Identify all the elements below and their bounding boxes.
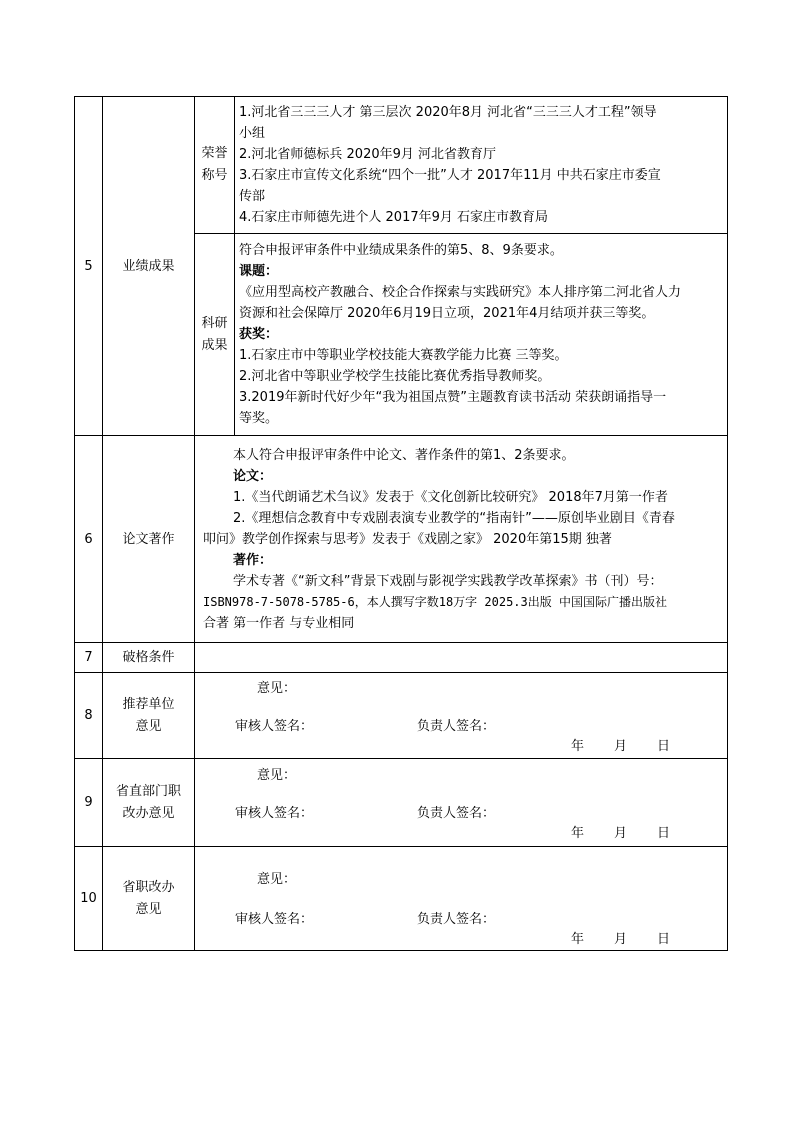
honor-line: 小组: [239, 126, 266, 141]
row-category: 论文著作: [103, 436, 195, 643]
day-label: 日: [657, 825, 671, 841]
row-10-province: [75, 847, 728, 951]
paper-line: 叩问》教学创作探索与思考》发表于《戏剧之家》 2020年第15期 独著: [203, 531, 612, 547]
book-line: 学术专著《“新文科”背景下戏剧与影视学实践教学改革探索》书（刊）号：: [233, 573, 663, 589]
honor-line: 1.河北省三三三人才 第三层次 2020年8月 河北省“三三三人才工程”领导: [239, 105, 657, 120]
date-field: [571, 929, 670, 950]
award-line: 1.石家庄市中等职业学校技能大赛教学能力比赛 三等奖。: [239, 348, 568, 363]
date-field: [571, 823, 670, 844]
row-number: 8: [75, 673, 103, 759]
month-label: 月: [614, 931, 628, 947]
responsible-signature-label: 负责人签名：: [417, 805, 496, 821]
opinion-label: 意见：: [257, 871, 297, 887]
year-label: 年: [571, 738, 585, 754]
honor-line: 4.石家庄市师德先进个人 2017年9月 石家庄市教育局: [239, 210, 549, 225]
award-line: 3.2019年新时代好少年“我为祖国点赞”主题教育读书活动 荣获朗诵指导一: [239, 390, 667, 405]
row-category: 省直部门职改办意见: [115, 783, 181, 821]
row-category-cell: [103, 847, 195, 951]
row-category: 省职改办意见: [122, 879, 175, 917]
paper-line: 2.《理想信念教育中专戏剧表演专业教学的“指南针”——原创毕业剧目《青春: [233, 510, 675, 526]
honor-line: 传部: [239, 189, 266, 204]
reviewer-signature-label: 审核人签名：: [235, 805, 314, 821]
date-field: [571, 736, 670, 757]
book-heading: 著作：: [233, 552, 273, 568]
row-9-department: [75, 759, 728, 847]
paper-line: 1.《当代朗诵艺术刍议》发表于《文化创新比较研究》 2018年7月第一作者: [233, 489, 668, 505]
award-line: 2.河北省中等职业学校学生技能比赛优秀指导教师奖。: [239, 369, 551, 384]
papers-content: [195, 436, 728, 643]
book-line: 合著 第一作者 与专业相同: [203, 615, 355, 631]
research-intro: 符合申报评审条件中业绩成果条件的第5、8、9条要求。: [239, 243, 563, 258]
row-category: 破格条件: [103, 643, 195, 673]
month-label: 月: [614, 738, 628, 754]
honor-line: 3.石家庄市宣传文化系统“四个一批”人才 2017年11月 中共石家庄市委宣: [239, 168, 661, 183]
row-6-papers: [75, 436, 728, 643]
topic-line: 《应用型高校产教融合、校企合作探索与实践研究》本人排序第二河北省人力: [239, 285, 682, 300]
row-5-honor: [75, 97, 728, 234]
topic-line: 资源和社会保障厅 2020年6月19日立项，2021年4月结项并获三等奖。: [239, 306, 655, 321]
honor-line: 2.河北省师德标兵 2020年9月 河北省教育厅: [239, 147, 497, 162]
year-label: 年: [571, 931, 585, 947]
signature-block: [195, 761, 727, 845]
province-opinion-cell[interactable]: [195, 847, 728, 951]
row-number: 9: [75, 759, 103, 847]
research-content: [235, 234, 728, 436]
paper-heading: 论文：: [233, 468, 273, 484]
row-category-cell: [103, 673, 195, 759]
application-form-table: [74, 96, 728, 951]
row-number: 7: [75, 643, 103, 673]
day-label: 日: [657, 931, 671, 947]
opinion-label: 意见：: [257, 680, 297, 696]
papers-intro: 本人符合申报评审条件中论文、著作条件的第1、2条要求。: [233, 447, 575, 463]
department-opinion-cell[interactable]: [195, 759, 728, 847]
reviewer-signature-label: 审核人签名：: [235, 911, 314, 927]
honor-content: [235, 97, 728, 234]
opinion-label: 意见：: [257, 767, 297, 783]
recommend-opinion-cell[interactable]: [195, 673, 728, 759]
responsible-signature-label: 负责人签名：: [417, 718, 496, 734]
award-line: 等奖。: [239, 411, 279, 426]
row-category-cell: [103, 759, 195, 847]
responsible-signature-label: 负责人签名：: [417, 911, 496, 927]
book-line: ISBN978-7-5078-5785-6，本人撰写字数18万字 2025.3出版 中国国际广播出版社: [203, 594, 667, 609]
research-label: 科研成果: [201, 315, 228, 353]
signature-block: [195, 674, 727, 758]
topic-heading: 课题：: [239, 264, 279, 279]
row-number: 10: [75, 847, 103, 951]
row-category: 推荐单位意见: [122, 696, 175, 734]
day-label: 日: [657, 738, 671, 754]
month-label: 月: [614, 825, 628, 841]
reviewer-signature-label: 审核人签名：: [235, 718, 314, 734]
award-heading: 获奖：: [239, 327, 279, 342]
honor-label: 荣誉称号: [201, 146, 228, 183]
sub-category-honor: [195, 97, 235, 234]
row-number: 6: [75, 436, 103, 643]
row-8-recommend: [75, 673, 728, 759]
row-number: 5: [75, 97, 103, 436]
signature-block: [195, 849, 727, 949]
exception-content[interactable]: [195, 643, 728, 673]
sub-category-research: [195, 234, 235, 436]
row-category: 业绩成果: [103, 97, 195, 436]
row-7-exception: [75, 643, 728, 673]
year-label: 年: [571, 825, 585, 841]
